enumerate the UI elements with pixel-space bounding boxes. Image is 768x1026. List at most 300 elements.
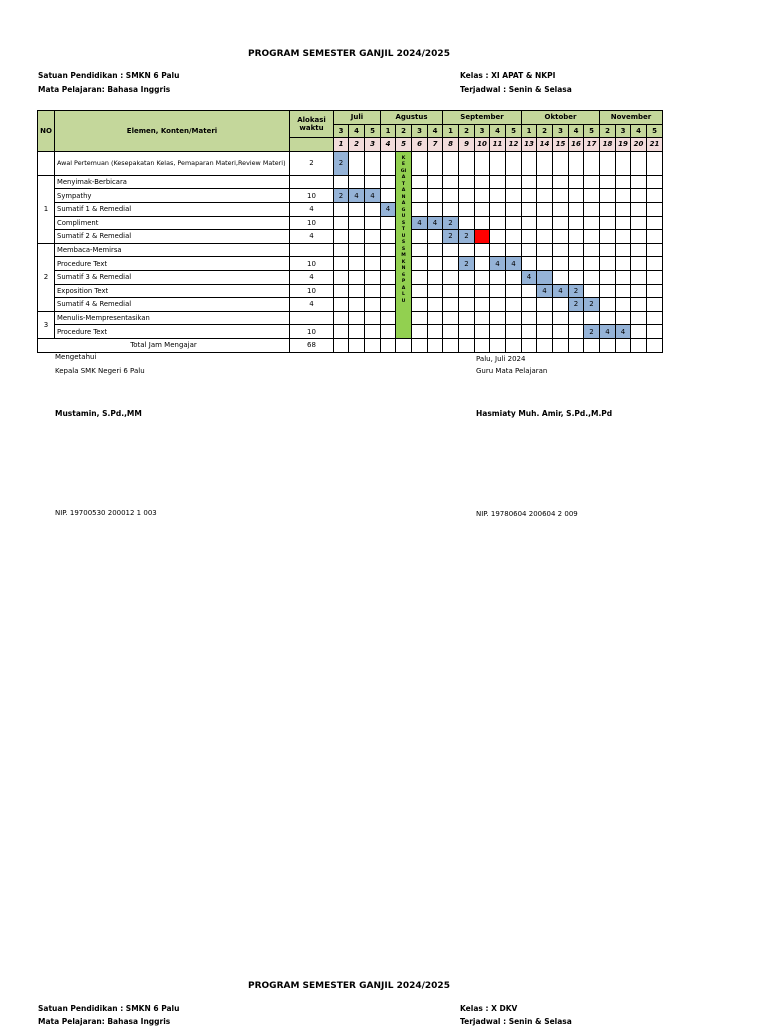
week-header: 5	[647, 124, 663, 138]
week-cell	[428, 284, 443, 298]
week-cell	[412, 311, 428, 325]
week-cell	[412, 270, 428, 284]
week-cell	[506, 175, 522, 189]
week-cell	[600, 284, 616, 298]
materi-cell: Compliment	[55, 216, 290, 230]
week-cell	[428, 230, 443, 244]
table-row	[38, 311, 663, 325]
week-cell: 4	[490, 257, 506, 271]
week-cell	[553, 243, 569, 257]
week-cell	[647, 202, 663, 216]
week-cell	[616, 230, 631, 244]
week-header: 4	[428, 124, 443, 138]
week-cell	[443, 284, 459, 298]
sequence-header: 5	[396, 138, 412, 152]
week-cell	[647, 151, 663, 175]
week-cell	[616, 202, 631, 216]
week-cell	[443, 338, 459, 352]
table-row	[38, 202, 663, 216]
week-cell	[365, 175, 381, 189]
week-cell	[584, 311, 600, 325]
week-cell	[631, 175, 647, 189]
sequence-header: 18	[600, 138, 616, 152]
week-cell	[553, 230, 569, 244]
week-cell	[459, 202, 475, 216]
week-cell	[600, 338, 616, 352]
materi-cell: Menyimak-Berbicara	[55, 175, 290, 189]
page2-school-unit: Satuan Pendidikan : SMKN 6 Palu	[38, 1004, 180, 1013]
week-cell	[459, 338, 475, 352]
week-header: 2	[396, 124, 412, 138]
week-cell	[490, 243, 506, 257]
class-label: Kelas : XI APAT & NKPI	[460, 71, 556, 80]
week-cell	[490, 284, 506, 298]
week-cell	[506, 202, 522, 216]
week-cell	[490, 270, 506, 284]
week-cell	[349, 325, 365, 339]
week-cell	[584, 270, 600, 284]
week-cell	[349, 311, 365, 325]
acknowledged-label: Mengetahui	[55, 353, 97, 361]
week-cell	[631, 311, 647, 325]
week-cell: 2	[569, 298, 584, 312]
sequence-header: 1	[334, 138, 349, 152]
week-cell	[443, 189, 459, 203]
row-number: 1	[38, 175, 55, 243]
week-cell	[584, 243, 600, 257]
week-cell	[616, 175, 631, 189]
week-cell: 4	[553, 284, 569, 298]
alokasi-cell	[290, 311, 334, 325]
week-cell	[349, 202, 365, 216]
alokasi-cell	[290, 175, 334, 189]
week-cell	[428, 298, 443, 312]
sequence-header: 20	[631, 138, 647, 152]
week-cell	[553, 189, 569, 203]
sequence-header: 12	[506, 138, 522, 152]
week-cell	[428, 325, 443, 339]
week-cell: 2	[584, 298, 600, 312]
place-date: Palu, Juli 2024	[476, 355, 526, 363]
teacher-title: Guru Mata Pelajaran	[476, 367, 548, 375]
week-cell	[537, 243, 553, 257]
month-header: Oktober	[522, 111, 600, 125]
week-cell	[459, 243, 475, 257]
week-cell: 4	[522, 270, 537, 284]
col-header-no: NO	[38, 111, 55, 152]
week-cell	[334, 311, 349, 325]
month-header: September	[443, 111, 522, 125]
week-cell	[647, 257, 663, 271]
week-cell	[522, 338, 537, 352]
week-cell	[522, 230, 537, 244]
sequence-header: 10	[475, 138, 490, 152]
week-cell	[412, 202, 428, 216]
week-cell	[631, 338, 647, 352]
month-header: Juli	[334, 111, 381, 125]
materi-cell: Awal Pertemuan (Kesepakatan Kelas, Pemaparan Materi,Review Materi)	[55, 151, 290, 175]
week-cell	[569, 270, 584, 284]
week-header: 5	[365, 124, 381, 138]
week-cell	[490, 202, 506, 216]
week-cell	[428, 270, 443, 284]
table-row	[38, 325, 663, 339]
week-cell	[475, 216, 490, 230]
week-cell	[631, 151, 647, 175]
week-cell	[522, 151, 537, 175]
week-cell	[616, 338, 631, 352]
week-cell	[600, 151, 616, 175]
table-row	[38, 284, 663, 298]
week-cell	[631, 189, 647, 203]
week-cell	[600, 230, 616, 244]
alokasi-cell: 10	[290, 189, 334, 203]
week-cell	[475, 298, 490, 312]
materi-cell: Sumatif 2 & Remedial	[55, 230, 290, 244]
week-cell	[475, 284, 490, 298]
week-cell	[584, 151, 600, 175]
week-cell	[334, 257, 349, 271]
holiday-column	[396, 151, 412, 338]
week-cell	[506, 230, 522, 244]
alokasi-cell: 10	[290, 257, 334, 271]
week-cell	[428, 338, 443, 352]
total-label: Total Jam Mengajar	[38, 338, 290, 352]
week-cell	[584, 257, 600, 271]
week-cell	[381, 189, 396, 203]
week-header: 2	[459, 124, 475, 138]
page2-schedule-label: Terjadwal : Senin & Selasa	[460, 1017, 572, 1026]
alokasi-cell: 4	[290, 202, 334, 216]
week-cell: 4	[412, 216, 428, 230]
materi-cell: Menulis-Mempresentasikan	[55, 311, 290, 325]
week-cell	[584, 338, 600, 352]
week-cell	[381, 270, 396, 284]
week-cell	[647, 243, 663, 257]
week-cell	[381, 151, 396, 175]
week-cell	[584, 189, 600, 203]
week-cell: 4	[616, 325, 631, 339]
week-cell	[475, 151, 490, 175]
week-cell	[631, 202, 647, 216]
materi-cell: Sumatif 3 & Remedial	[55, 270, 290, 284]
week-header: 3	[553, 124, 569, 138]
week-cell	[490, 189, 506, 203]
week-cell	[569, 338, 584, 352]
week-cell: 2	[443, 216, 459, 230]
week-cell: 2	[459, 230, 475, 244]
week-cell	[616, 311, 631, 325]
week-cell	[412, 284, 428, 298]
week-cell	[569, 230, 584, 244]
week-cell	[381, 257, 396, 271]
week-cell	[522, 216, 537, 230]
week-cell	[334, 243, 349, 257]
week-cell: 4	[365, 189, 381, 203]
week-cell: 4	[506, 257, 522, 271]
week-cell	[475, 311, 490, 325]
week-cell	[616, 151, 631, 175]
week-cell	[490, 175, 506, 189]
week-cell	[349, 298, 365, 312]
alokasi-cell: 2	[290, 151, 334, 175]
week-cell	[428, 151, 443, 175]
principal-nip: NIP. 19700530 200012 1 003	[55, 509, 157, 517]
week-cell	[412, 243, 428, 257]
materi-cell: Membaca-Memirsa	[55, 243, 290, 257]
week-cell	[600, 270, 616, 284]
table-row	[38, 270, 663, 284]
week-cell	[365, 311, 381, 325]
week-cell	[443, 257, 459, 271]
week-cell	[584, 216, 600, 230]
week-cell	[334, 298, 349, 312]
week-cell	[475, 230, 490, 244]
subject: Mata Pelajaran: Bahasa Inggris	[38, 85, 171, 94]
week-cell	[553, 338, 569, 352]
week-cell	[459, 325, 475, 339]
week-cell	[569, 325, 584, 339]
week-cell	[428, 189, 443, 203]
week-header: 1	[381, 124, 396, 138]
week-cell	[412, 151, 428, 175]
week-cell	[428, 243, 443, 257]
table-row	[38, 175, 663, 189]
week-cell: 2	[334, 151, 349, 175]
week-cell	[443, 270, 459, 284]
week-cell	[553, 270, 569, 284]
week-header: 5	[584, 124, 600, 138]
sequence-header: 3	[365, 138, 381, 152]
week-cell	[334, 284, 349, 298]
sequence-header: 9	[459, 138, 475, 152]
week-cell	[553, 202, 569, 216]
principal-name: Mustamin, S.Pd.,MM	[55, 409, 142, 418]
week-cell	[475, 338, 490, 352]
week-cell	[334, 270, 349, 284]
week-cell	[459, 284, 475, 298]
week-cell	[506, 270, 522, 284]
week-cell	[584, 284, 600, 298]
week-cell	[475, 325, 490, 339]
week-cell	[553, 175, 569, 189]
sequence-header: 11	[490, 138, 506, 152]
week-cell	[443, 325, 459, 339]
materi-cell: Sumatif 4 & Remedial	[55, 298, 290, 312]
week-cell	[569, 257, 584, 271]
week-cell	[381, 284, 396, 298]
week-cell	[412, 189, 428, 203]
week-cell	[365, 270, 381, 284]
alokasi-cell: 4	[290, 298, 334, 312]
alokasi-cell: 10	[290, 216, 334, 230]
week-cell	[490, 311, 506, 325]
week-cell	[506, 298, 522, 312]
materi-cell: Sympathy	[55, 189, 290, 203]
week-cell	[553, 257, 569, 271]
week-header: 4	[569, 124, 584, 138]
week-cell	[522, 298, 537, 312]
week-cell	[412, 257, 428, 271]
week-cell	[631, 270, 647, 284]
month-header: November	[600, 111, 663, 125]
week-cell	[381, 216, 396, 230]
week-cell	[349, 284, 365, 298]
week-cell	[537, 151, 553, 175]
week-header: 3	[412, 124, 428, 138]
week-cell	[506, 189, 522, 203]
week-cell	[459, 216, 475, 230]
sequence-header: 13	[522, 138, 537, 152]
week-cell	[506, 243, 522, 257]
week-cell	[428, 175, 443, 189]
week-cell	[349, 257, 365, 271]
week-cell	[522, 189, 537, 203]
week-cell	[647, 216, 663, 230]
sequence-header: 19	[616, 138, 631, 152]
materi-cell: Procedure Text	[55, 325, 290, 339]
week-cell	[334, 216, 349, 230]
week-cell	[490, 151, 506, 175]
week-header: 1	[443, 124, 459, 138]
week-cell	[537, 175, 553, 189]
week-cell	[490, 338, 506, 352]
week-cell	[537, 311, 553, 325]
week-cell	[443, 151, 459, 175]
week-cell	[459, 270, 475, 284]
week-header: 4	[631, 124, 647, 138]
week-cell	[553, 311, 569, 325]
holiday-label: KEGIATAN AGUSTUS SMKN 6 PALU	[400, 155, 407, 304]
week-cell	[365, 216, 381, 230]
month-header: Agustus	[381, 111, 443, 125]
week-cell	[616, 243, 631, 257]
week-cell	[537, 216, 553, 230]
page2-title: PROGRAM SEMESTER GANJIL 2024/2025	[248, 981, 450, 991]
week-cell	[443, 202, 459, 216]
schedule-label: Terjadwal : Senin & Selasa	[460, 85, 572, 94]
week-cell	[537, 257, 553, 271]
week-cell	[522, 311, 537, 325]
week-cell	[584, 175, 600, 189]
week-cell	[365, 243, 381, 257]
week-cell	[334, 338, 349, 352]
week-cell	[459, 151, 475, 175]
week-cell	[631, 216, 647, 230]
week-cell	[569, 189, 584, 203]
sequence-header: 17	[584, 138, 600, 152]
week-cell	[600, 257, 616, 271]
week-cell	[381, 175, 396, 189]
week-cell	[334, 230, 349, 244]
col-header-elemen: Elemen, Konten/Materi	[55, 111, 290, 152]
week-header: 2	[600, 124, 616, 138]
sequence-header: 15	[553, 138, 569, 152]
week-cell	[412, 230, 428, 244]
week-cell	[443, 243, 459, 257]
week-cell	[647, 189, 663, 203]
table-row	[38, 216, 663, 230]
table-row	[38, 298, 663, 312]
alokasi-cell: 4	[290, 230, 334, 244]
week-cell	[647, 311, 663, 325]
table-row	[38, 243, 663, 257]
week-cell	[459, 311, 475, 325]
alokasi-spacer	[290, 138, 334, 152]
week-cell	[381, 338, 396, 352]
week-cell	[365, 151, 381, 175]
materi-cell: Procedure Text	[55, 257, 290, 271]
week-cell	[600, 243, 616, 257]
week-cell	[412, 175, 428, 189]
week-cell	[569, 202, 584, 216]
week-cell	[616, 284, 631, 298]
page-title: PROGRAM SEMESTER GANJIL 2024/2025	[248, 49, 450, 59]
teacher-nip: NIP. 19780604 200604 2 009	[476, 510, 578, 518]
week-cell	[349, 216, 365, 230]
week-cell	[600, 189, 616, 203]
week-cell	[522, 243, 537, 257]
week-cell	[600, 216, 616, 230]
week-cell	[365, 325, 381, 339]
week-cell	[381, 230, 396, 244]
week-cell	[475, 189, 490, 203]
sequence-header: 2	[349, 138, 365, 152]
week-cell	[569, 243, 584, 257]
week-cell	[522, 284, 537, 298]
week-cell	[569, 311, 584, 325]
col-header-alokasi: Alokasi waktu	[290, 111, 334, 138]
week-header: 3	[334, 124, 349, 138]
week-cell	[475, 202, 490, 216]
week-cell	[443, 311, 459, 325]
week-cell	[616, 270, 631, 284]
week-cell	[631, 243, 647, 257]
week-cell	[490, 230, 506, 244]
week-cell	[553, 151, 569, 175]
row-number: 2	[38, 243, 55, 311]
week-cell	[553, 216, 569, 230]
week-cell	[490, 325, 506, 339]
week-header: 1	[522, 124, 537, 138]
week-cell	[553, 325, 569, 339]
week-cell	[349, 175, 365, 189]
sequence-header: 6	[412, 138, 428, 152]
week-cell	[537, 338, 553, 352]
week-cell	[475, 270, 490, 284]
week-cell	[506, 325, 522, 339]
week-cell	[537, 230, 553, 244]
week-header: 3	[475, 124, 490, 138]
alokasi-cell: 10	[290, 284, 334, 298]
table-row	[38, 189, 663, 203]
week-cell: 4	[349, 189, 365, 203]
week-cell	[365, 298, 381, 312]
week-cell	[584, 202, 600, 216]
week-cell	[506, 338, 522, 352]
week-cell	[631, 298, 647, 312]
week-cell	[334, 202, 349, 216]
week-cell	[506, 216, 522, 230]
week-cell	[537, 298, 553, 312]
week-cell	[631, 230, 647, 244]
week-cell	[616, 298, 631, 312]
week-cell: 2	[584, 325, 600, 339]
week-cell	[412, 338, 428, 352]
alokasi-cell	[290, 243, 334, 257]
week-cell	[334, 175, 349, 189]
week-cell	[381, 325, 396, 339]
